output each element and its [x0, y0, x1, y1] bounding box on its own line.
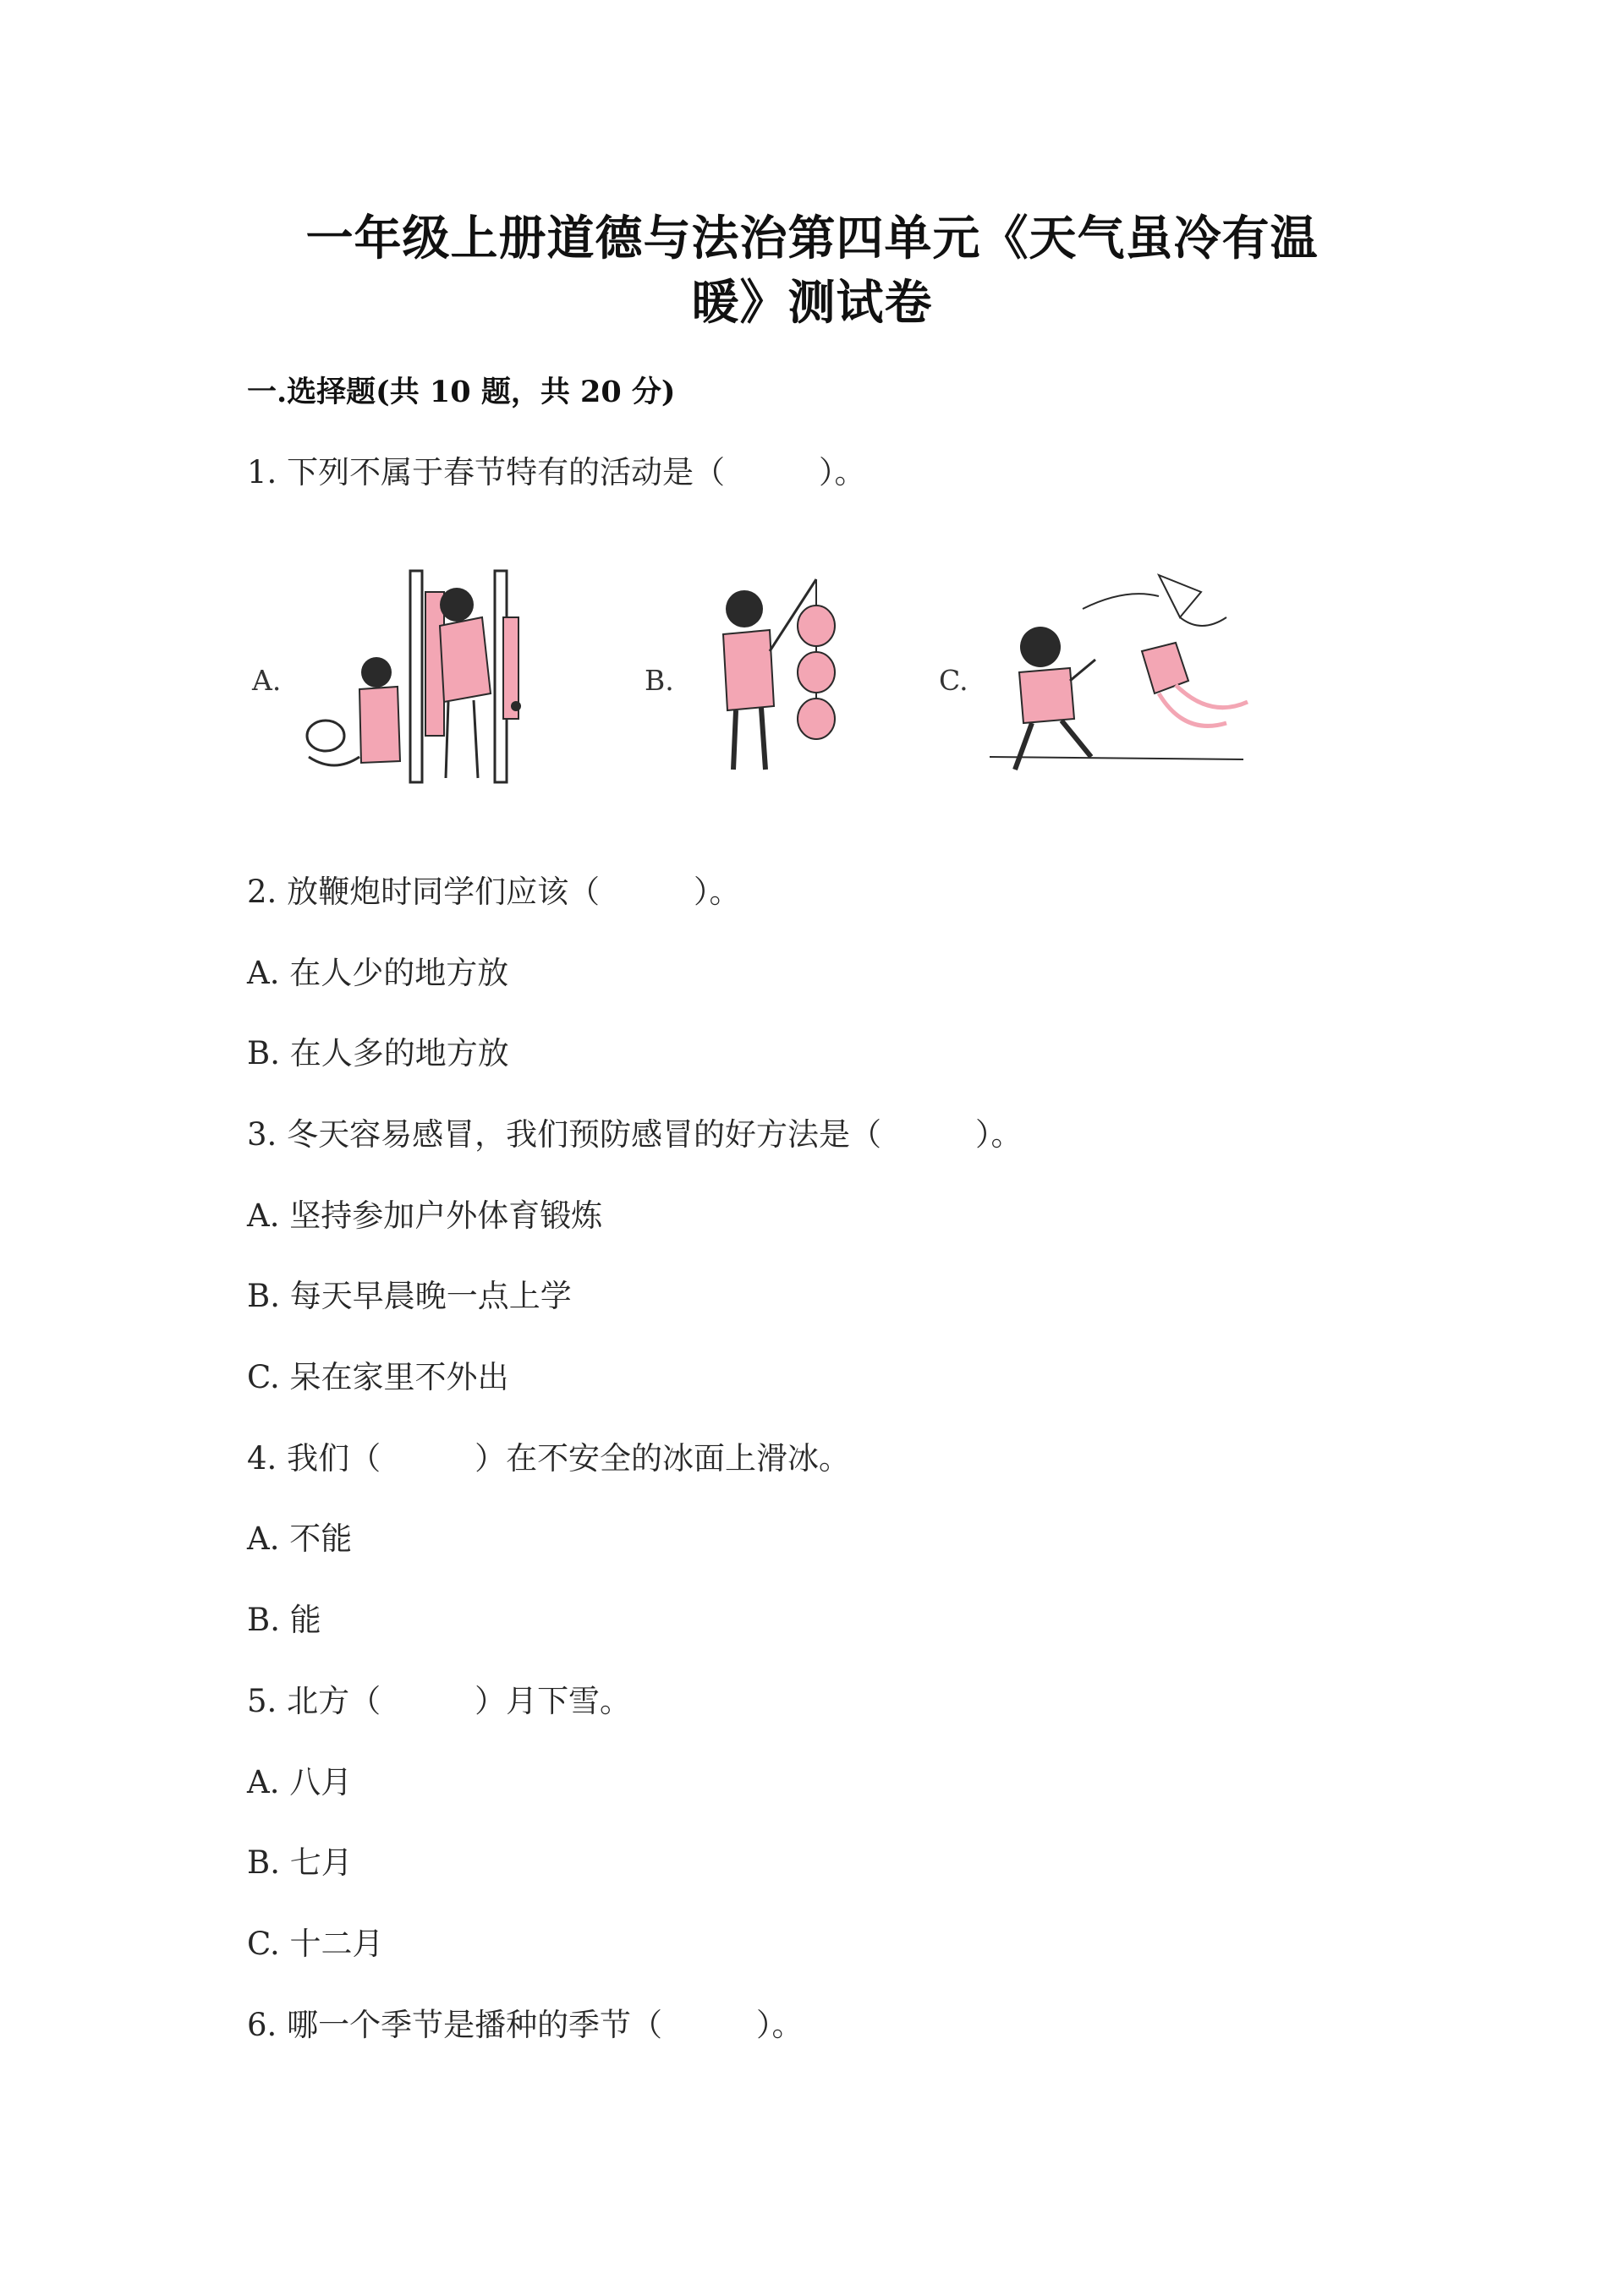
- q5-option-b: B. 七月: [247, 1844, 353, 1881]
- q4-option-b: B. 能: [247, 1602, 321, 1638]
- question-4: 4. 我们（ ）在不安全的冰面上滑冰。: [247, 1440, 851, 1477]
- question-6: 6. 哪一个季节是播种的季节（ ）。: [247, 2007, 804, 2043]
- section-heading: 一.选择题(共 10 题，共 20 分): [247, 375, 676, 409]
- question-3: 3. 冬天容易感冒，我们预防感冒的好方法是（ ）。: [247, 1116, 1023, 1153]
- kite-flying-illustration: [981, 567, 1252, 786]
- q3-option-c: C. 呆在家里不外出: [247, 1359, 509, 1395]
- lantern-holding-illustration: [689, 571, 859, 782]
- question-2: 2. 放鞭炮时同学们应该（ ）。: [247, 874, 741, 910]
- q1-option-b-label: B.: [645, 664, 674, 697]
- page-title-line1: 一年级上册道德与法治第四单元《天气虽冷有温: [305, 211, 1319, 266]
- q1-option-a-label: A.: [252, 664, 282, 697]
- q2-option-a: A. 在人少的地方放: [247, 955, 509, 991]
- q3-option-a: A. 坚持参加户外体育锻炼: [247, 1197, 603, 1234]
- q1-option-c-label: C.: [939, 664, 968, 697]
- question-1: 1. 下列不属于春节特有的活动是（ ）。: [247, 454, 866, 490]
- page-title-line2: 暖》测试卷: [691, 275, 933, 331]
- q5-option-c: C. 十二月: [247, 1926, 384, 1962]
- q3-option-b: B. 每天早晨晚一点上学: [247, 1278, 572, 1314]
- q2-option-b: B. 在人多的地方放: [247, 1035, 509, 1071]
- couplet-hanging-illustration: [300, 567, 562, 786]
- q4-option-a: A. 不能: [247, 1521, 353, 1557]
- question-5: 5. 北方（ ）月下雪。: [247, 1683, 632, 1719]
- q5-option-a: A. 八月: [247, 1764, 353, 1800]
